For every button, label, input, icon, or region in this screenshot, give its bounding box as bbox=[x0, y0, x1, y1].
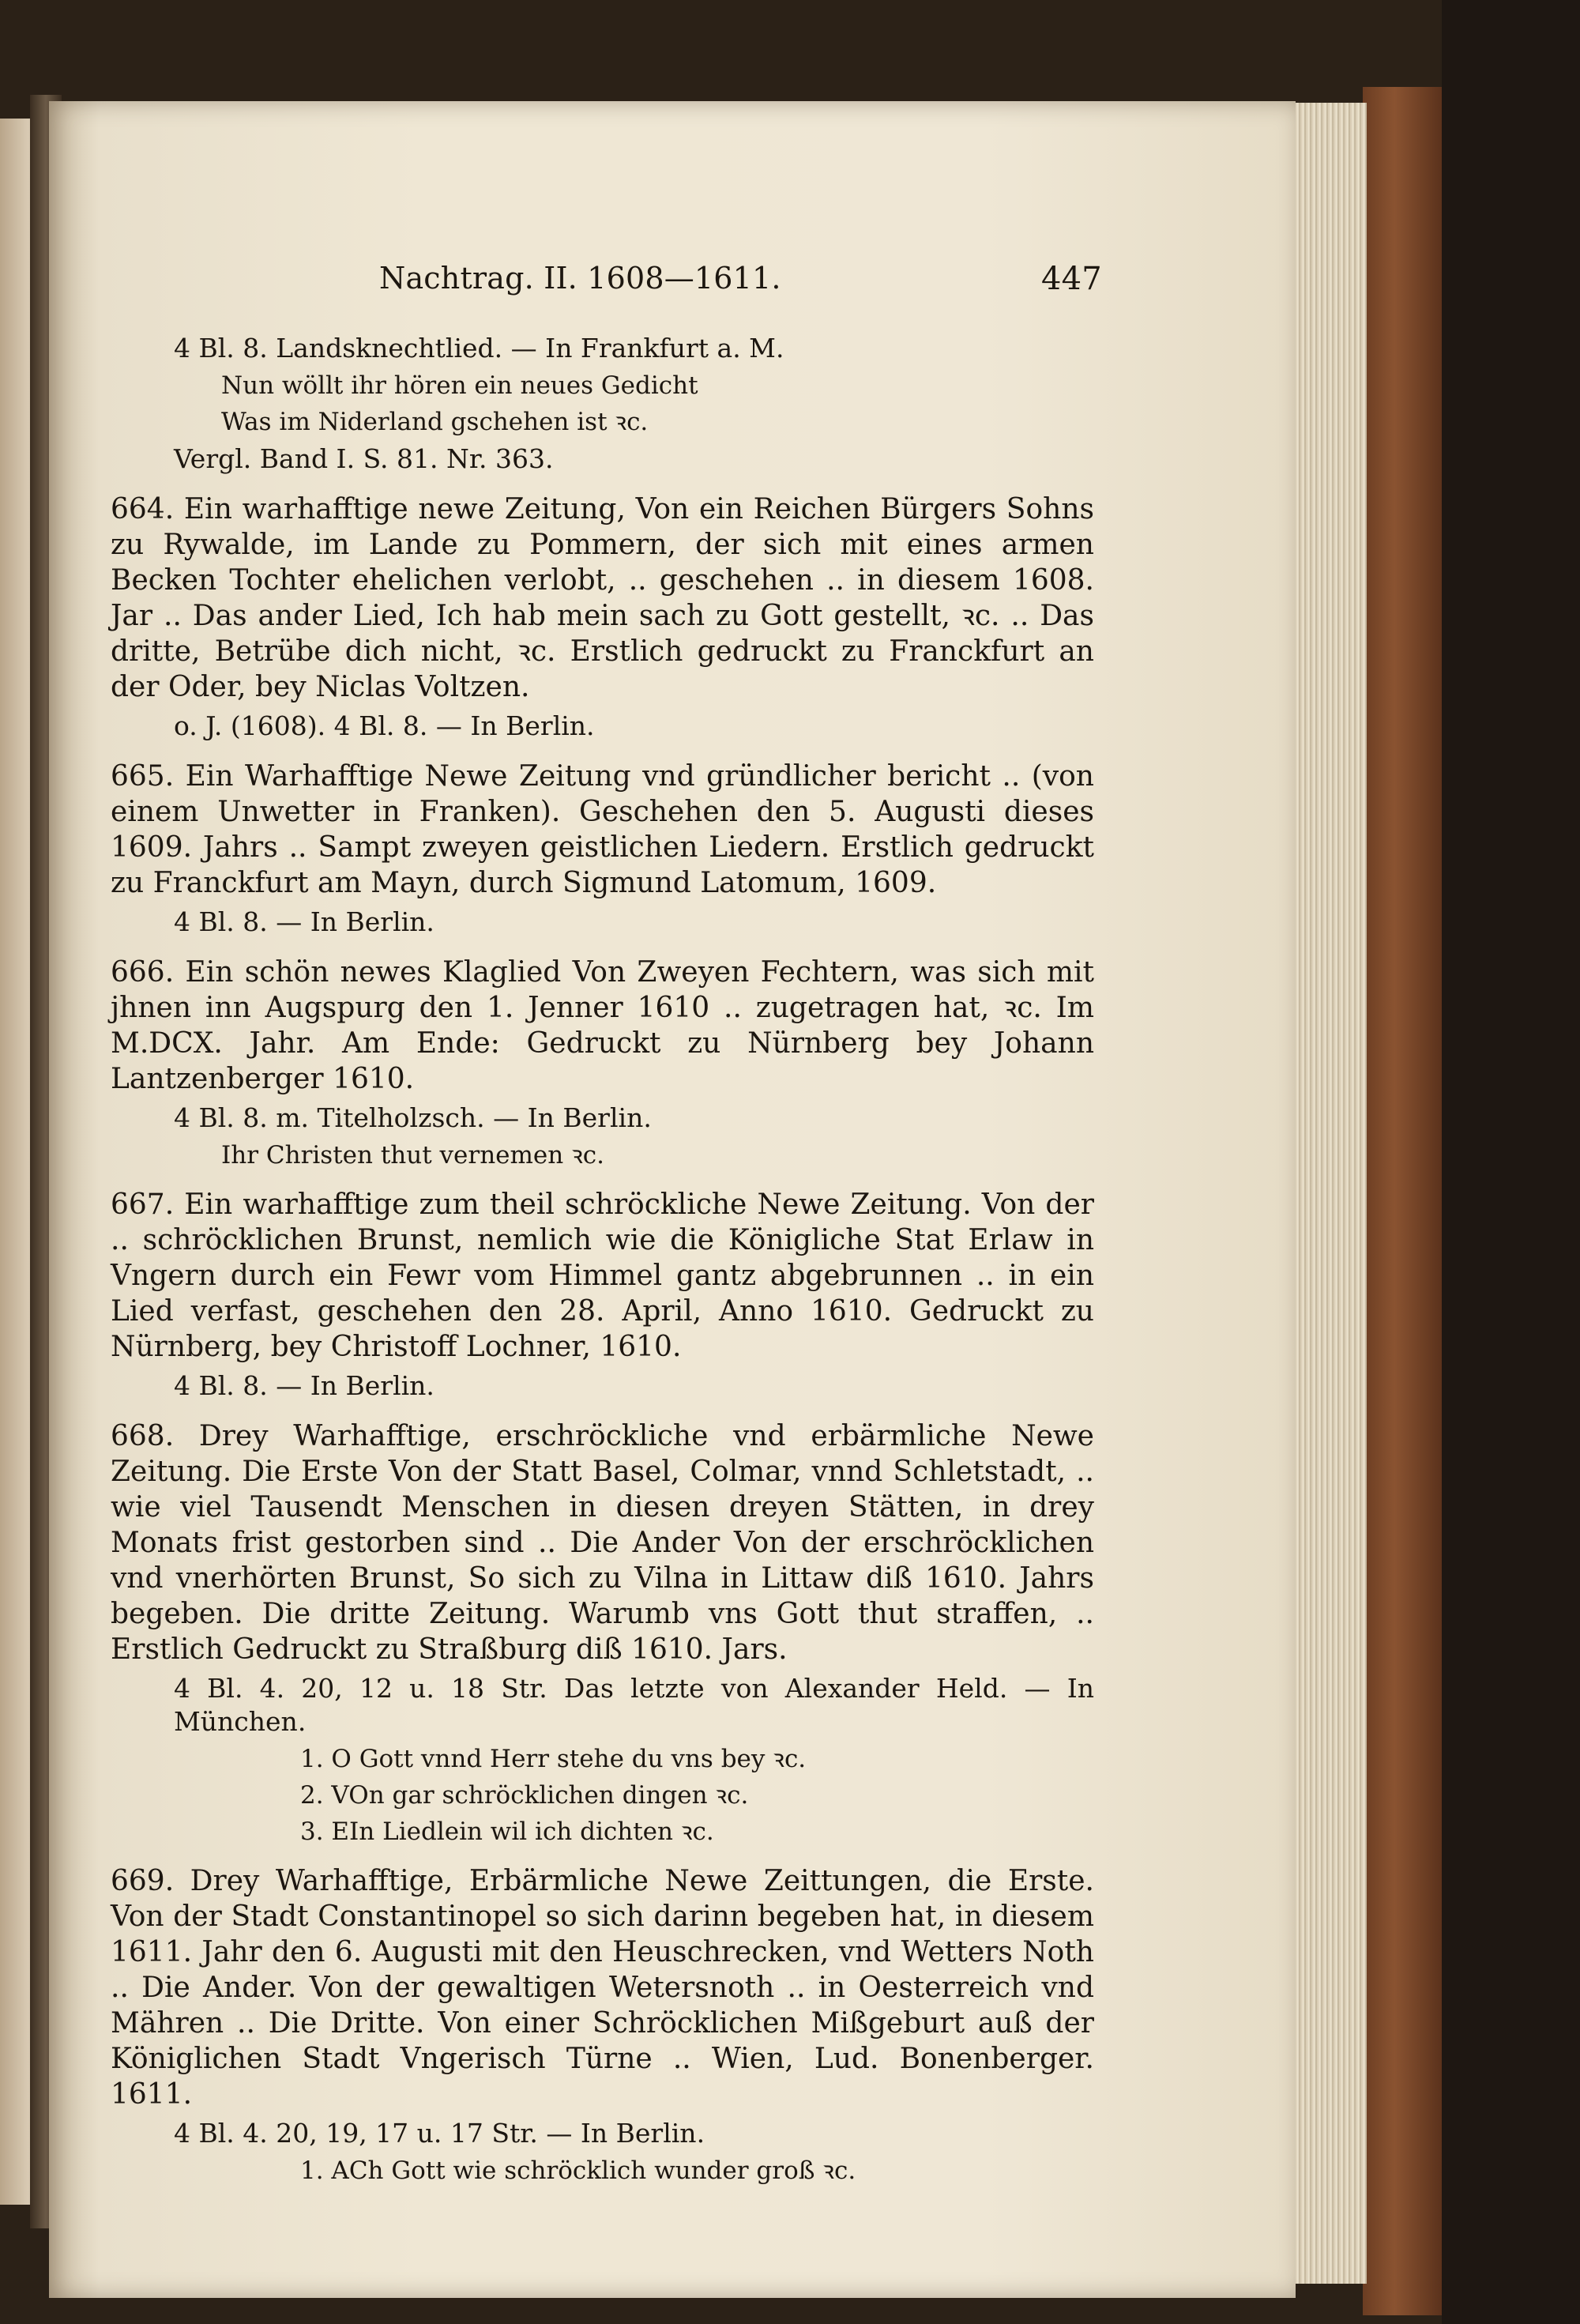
catalog-entry-666: 666. Ein schön newes Klaglied Von Zweyen Fechtern, was sich mit jhnen inn Augspurg den 1. Jenner 1610 .. zugetragen hat, ꝛc. Im M.DCX. Jahr. Am Ende: Gedruckt zu Nürnberg bey Johann Lantzenberger 1610. bbox=[111, 956, 1094, 1095]
catalog-entry-665: 665. Ein Warhafftige Newe Zeitung vnd gründlicher bericht .. (von einem Unwetter in Franken). Geschehen den 5. Augusti dieses 1609. Jahrs .. Sampt zweyen geistlichen Liedern. Erstlich gedruckt zu Franckfurt am Mayn, durch Sigmund Latomum, 1609. bbox=[111, 760, 1094, 899]
catalog-entry-667: 667. Ein warhafftige zum theil schröckliche Newe Zeitung. Von der .. schröcklichen Brunst, nemlich wie die Königliche Stat Erlaw in Vngern durch ein Fewr vom Himmel gantz abgebrunnen .. in ein Lied verfast, geschehen den 28. April, Anno 1610. Gedruckt zu Nürnberg, bey Christoff Lochner, 1610. bbox=[111, 1188, 1094, 1363]
entry-meta: 4 Bl. 8. Landsknechtlied. — In Frankfurt a. M. bbox=[174, 333, 784, 363]
page-number: 447 bbox=[1041, 261, 1102, 297]
entry-meta: 4 Bl. 4. 20, 12 u. 18 Str. Das letzte von Alexander Held. — In München. bbox=[174, 1673, 1094, 1737]
entry-meta: 4 Bl. 8. m. Titelholzsch. — In Berlin. bbox=[174, 1102, 652, 1133]
book-cover-board bbox=[1363, 87, 1442, 2315]
entry-incipit-line: 3. EIn Liedlein wil ich dichten ꝛc. bbox=[300, 1817, 714, 1846]
running-title: Nachtrag. II. 1608—1611. bbox=[379, 261, 781, 296]
catalog-entry-668: 668. Drey Warhafftige, erschröckliche vnd erbärmliche Newe Zeitung. Die Erste Von der Statt Basel, Colmar, vnnd Schletstadt, .. wie viel Tausendt Menschen in diesen dreyen Stätten, in drey Monats frist gestorben sind .. Die Ander Von der erschröcklichen vnd vnerhörten Brunst, So sich zu Vilna in Littaw diß 1610. Jahrs begeben. Die dritte Zeitung. Warumb vns Gott thut straffen, .. Erstlich Gedruckt zu Straßburg diß 1610. Jars. bbox=[111, 1420, 1094, 1666]
page-edges bbox=[1296, 103, 1367, 2284]
page-body bbox=[111, 332, 1094, 2191]
entry-incipit-line: 2. VOn gar schröcklichen dingen ꝛc. bbox=[300, 1781, 749, 1810]
catalog-entry-664: 664. Ein warhafftige newe Zeitung, Von ein Reichen Bürgers Sohns zu Rywalde, im Lande zu Pommern, der sich mit eines armen Becken Tochter ehelichen verlobt, .. geschehen .. in diesem 1608. Jar .. Das ander Lied, Ich hab mein sach zu Gott gestellt, ꝛc. .. Das dritte, Betrübe dich nicht, ꝛc. Erstlich gedruckt zu Franckfurt an der Oder, bey Niclas Voltzen. bbox=[111, 493, 1094, 703]
entry-incipit-line: Was im Niderland gschehen ist ꝛc. bbox=[221, 408, 649, 436]
entry-meta: 4 Bl. 8. — In Berlin. bbox=[174, 1370, 434, 1401]
entry-meta: Vergl. Band I. S. 81. Nr. 363. bbox=[174, 443, 554, 474]
entry-meta: o. J. (1608). 4 Bl. 8. — In Berlin. bbox=[174, 710, 595, 741]
background bbox=[1442, 0, 1580, 2324]
entry-incipit-line: Nun wöllt ihr hören ein neues Gedicht bbox=[221, 371, 698, 400]
entry-meta: 4 Bl. 8. — In Berlin. bbox=[174, 906, 434, 937]
entry-incipit-line: 1. ACh Gott wie schröcklich wunder groß ꝛc. bbox=[300, 2156, 856, 2185]
entry-incipit-line: Ihr Christen thut vernemen ꝛc. bbox=[221, 1141, 604, 1170]
entry-meta: 4 Bl. 4. 20, 19, 17 u. 17 Str. — In Berlin. bbox=[174, 2118, 705, 2149]
entry-incipit-line: 1. O Gott vnnd Herr stehe du vns bey ꝛc. bbox=[300, 1745, 807, 1773]
catalog-entry-669: 669. Drey Warhafftige, Erbärmliche Newe Zeittungen, die Erste. Von der Stadt Constantinopel so sich darinn begeben hat, in diesem 1611. Jahr den 6. Augusti mit den Heuschrecken, vnd Wetters Noth .. Die Ander. Von der gewaltigen Wetersnoth .. in Oesterreich vnd Mähren .. Die Dritte. Von einer Schröcklichen Mißgeburt auß der Königlichen Stadt Vngerisch Türne .. Wien, Lud. Bonenberger. 1611. bbox=[111, 1865, 1094, 2111]
